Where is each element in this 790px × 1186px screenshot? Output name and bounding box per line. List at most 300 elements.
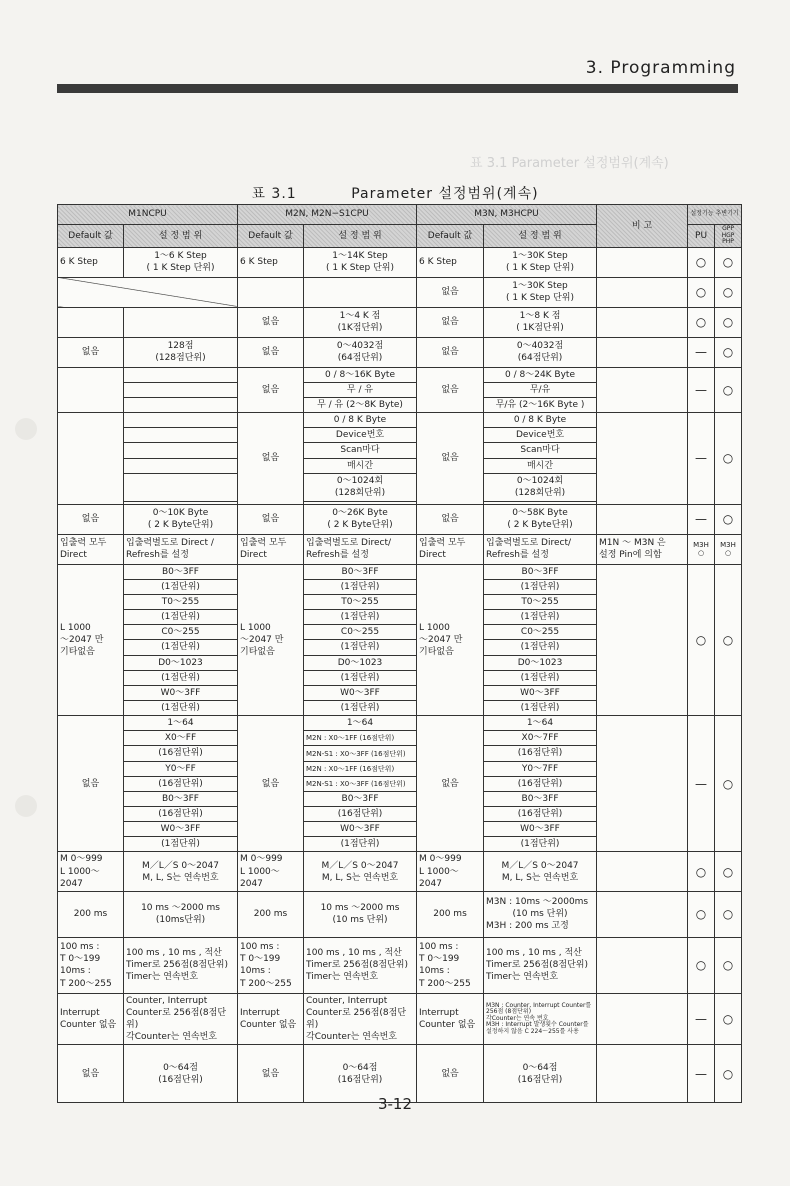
cell-range [484,307,597,337]
cell-range: 매시간 [484,458,597,473]
head-range: 설 정 범 위 [124,225,238,248]
head-pu: PU [688,225,715,248]
cell-text: Counter로 256점(8점단위) [126,1008,227,1031]
cell-range [484,504,597,534]
cell-range: Device번호 [484,428,597,443]
cell-range: W0～3FF [304,822,417,837]
cell-range [304,504,417,534]
cell-text: 각Counter는 연속 번호 [486,1014,549,1022]
cell-text: Interrupt [419,1008,459,1018]
cell-text: 각Counter는 연속번호 [306,1032,397,1043]
cell-default: 6 K Step [238,247,304,277]
cell-text: L 1000 [60,622,91,633]
cell-range [304,993,417,1045]
cell-text: (64점단위) [337,353,383,364]
cell-range: B0～3FF [304,564,417,579]
cell-range: W0～3FF [304,685,417,700]
cell-range: (1점단위) [124,579,238,594]
cell-text: (64점단위) [517,353,563,364]
head-support: 설정기능 추변기기 [688,205,742,225]
cell-range [124,337,238,367]
cell-default [58,852,124,891]
cell-range: (16점단위) [304,807,417,822]
cell-text: 128점 [167,341,194,352]
cell-text: 1～4 K 점 [339,311,381,322]
cell-text: (128점단위) [155,353,206,364]
cell-default [417,993,484,1045]
cell-range [484,852,597,891]
cell-range: C0～255 [484,625,597,640]
cell-range: 1～64 [124,716,238,731]
cell-text: T 0～199 [240,954,281,965]
cell-default: 없음 [417,367,484,412]
cell-gpp: ○ [715,716,742,852]
cell-range: 무 / 유 [304,382,417,397]
cell-pu: ○ [688,564,715,715]
cell-text: L 1000～2047 [60,866,100,889]
cell-not-applicable [58,277,238,307]
cell-default [417,534,484,564]
cell-range: 무/유 (2～16K Byte ) [484,398,597,413]
cell-remark [597,277,688,307]
cell-text: 0～1024회 [336,476,384,487]
cell-text: 10ms : [60,966,91,977]
cell-range [124,413,238,428]
cell-range: 무/유 [484,382,597,397]
cell-text: (10ms단위) [155,915,206,926]
cell-default: 없음 [417,413,484,505]
cell-range [484,473,597,501]
cell-text: ( 1 K Step 단위) [506,293,575,304]
cell-range: (1점단위) [484,837,597,852]
cell-default: 없음 [238,716,304,852]
cell-range [484,534,597,564]
table-row [58,852,742,891]
cell-pu: — [688,993,715,1045]
cell-range [304,534,417,564]
cell-text: 1～6 K Step [154,251,207,262]
cell-text: Timer는 연속번호 [306,972,379,983]
cell-range: (1점단위) [124,837,238,852]
cell-text: 1～30K Step [512,281,568,292]
cell-range: B0～3FF [124,564,238,579]
parameter-table [57,204,742,1103]
cell-range: (1점단위) [304,610,417,625]
cell-text: Timer는 연속번호 [486,972,559,983]
cell-default: 6 K Step [417,247,484,277]
cell-text: Refresh를 설정 [486,550,549,561]
cell-text: 0～64점 [342,1062,378,1073]
cell-pu: ○ [688,277,715,307]
cell-gpp: ○ [715,993,742,1045]
cell-text: 1～8 K 점 [519,311,561,322]
cell-default [238,277,304,307]
cell-range: C0～255 [124,625,238,640]
cell-range: D0～1023 [304,655,417,670]
table-row [58,891,742,937]
cell-text: 0～1024회 [516,476,564,487]
cell-text: T 0～199 [419,954,460,965]
cell-text: M3H : 200 ms 고정 [486,921,569,932]
cell-default [238,564,304,715]
cell-default: 없음 [417,1045,484,1103]
cell-gpp: ○ [715,852,742,891]
cell-range [124,428,238,443]
cell-text: 입출력 모두 [419,538,466,549]
cell-default [238,993,304,1045]
cell-range [124,443,238,458]
cell-range: M2N : X0～1FF (16점단위) [304,731,417,746]
cell-text: 기타없음 [240,647,275,658]
page-number: 3-12 [377,1095,413,1113]
cell-text: 1～14K Step [332,251,388,262]
cell-text: (16점단위) [337,1074,383,1085]
cell-remark [597,337,688,367]
cell-text: ～2047 만 [60,634,104,645]
cell-text: M, L, S는 연속번호 [321,872,399,883]
cell-range: (16점단위) [124,807,238,822]
cell-range: T0～255 [484,595,597,610]
cell-text: Counter, Interrupt [306,995,388,1006]
cell-text: (128회단위) [334,488,386,499]
head-range: 설 정 범 위 [484,225,597,248]
cell-text: 입출력별도로 Direct / [126,538,214,549]
table-row [58,716,742,731]
cell-text: ( 2 K Byte단위) [147,520,214,531]
cell-text: 100 ms : [60,942,100,953]
cell-pu: ○ [688,307,715,337]
cell-text: 기타없음 [60,647,95,658]
cell-gpp: ○ [715,277,742,307]
cell-default [58,564,124,715]
cell-range: (16점단위) [124,776,238,791]
cell-text: 100 ms , 10 ms , 적산 [126,948,222,959]
cell-default: 없음 [238,307,304,337]
head-range: 설 정 범 위 [304,225,417,248]
cell-range: (16점단위) [484,746,597,761]
cell-text: Counter, Interrupt [126,995,208,1006]
cell-text: 0～64점 [163,1062,198,1073]
cell-text: M1N ～ M3N 은 [599,538,666,549]
cell-remark [597,504,688,534]
table-row [58,413,742,428]
cell-range: M2N : X0～1FF (16점단위) [304,761,417,776]
head-gpp: GPP HGP PHP [715,225,742,248]
cell-range: (1점단위) [304,670,417,685]
cell-range [124,398,238,413]
cell-text: 0～10K Byte [152,508,209,519]
cell-range: (1점단위) [304,837,417,852]
cell-default: 없음 [417,504,484,534]
table-row [58,937,742,993]
cell-range [304,937,417,993]
cell-remark [597,534,688,564]
cell-default: 없음 [238,367,304,412]
cell-text: M3H : Interrupt 발생횟수 Counter를 설정하지 않음 C 224～255를 사용 [486,1021,589,1036]
cell-text: 입출력별도로 Direct/ [486,538,572,549]
cell-range: (1점단위) [484,670,597,685]
cell-range: (1점단위) [124,640,238,655]
cell-text: T 0～199 [60,954,101,965]
cell-gpp: ○ [715,1045,742,1103]
cell-text: M3N : 10ms ～2000ms [486,897,589,908]
head-default: Default 값 [58,225,124,248]
cell-text: M, L, S는 연속번호 [501,872,579,883]
cell-range: M2N-S1 : X0～3FF (16점단위) [304,776,417,791]
cell-default: 200 ms [238,891,304,937]
cell-range [484,891,597,937]
cell-default: 6 K Step [58,247,124,277]
cell-range: 1～64 [484,716,597,731]
cell-range: M2N-S1 : X0～3FF (16점단위) [304,746,417,761]
cell-range [124,382,238,397]
cell-default [417,564,484,715]
cell-default [238,937,304,993]
cell-range [304,247,417,277]
cell-default [58,367,124,412]
cell-text: 설정 Pin에 의함 [599,550,662,561]
cell-text: (10 ms 단위) [332,915,388,926]
cell-text: 10 ms ～2000 ms [141,903,220,914]
cell-range [124,504,238,534]
cell-range [124,891,238,937]
cell-range: (16점단위) [124,746,238,761]
cell-remark [597,891,688,937]
cell-default [238,852,304,891]
cell-text: ( 1 K Step 단위) [506,263,575,274]
table-row [58,504,742,534]
cell-text: M 0～999 [419,854,462,865]
head-m2ncpu: M2N, M2N−S1CPU [238,205,417,225]
cell-text: 0～4032점 [516,341,564,352]
cell-default: 없음 [238,504,304,534]
cell-text: Timer로 256점(8점단위) [306,960,408,971]
cell-text: T 200～255 [419,978,471,989]
cell-range [124,307,238,337]
cell-gpp: ○ [715,307,742,337]
table-row [58,307,742,337]
cell-text: L 1000 [419,622,450,633]
cell-text: Interrupt [240,1008,280,1018]
cell-range: (1점단위) [124,701,238,716]
cell-range [124,534,238,564]
cell-gpp: ○ [715,247,742,277]
cell-range: (1점단위) [484,610,597,625]
cell-range: B0～3FF [304,791,417,806]
cell-range [124,993,238,1045]
cell-range: Y0～7FF [484,761,597,776]
cell-range: 0 / 8～24K Byte [484,367,597,382]
cell-default: 없음 [417,277,484,307]
cell-range: (1점단위) [124,610,238,625]
cell-text: Direct [419,550,446,561]
cell-pu: ○ [688,937,715,993]
cell-text: (128회단위) [514,488,566,499]
cell-range: 매시간 [304,458,417,473]
cell-range: W0～3FF [484,685,597,700]
cell-text: ( 2 K Byte단위) [507,520,573,531]
table-row [58,337,742,367]
cell-range: Scan마다 [304,443,417,458]
cell-text: ～2047 만 [419,634,463,645]
header-rule [57,84,738,93]
cell-pu: ○ [688,247,715,277]
cell-range: (1점단위) [304,701,417,716]
cell-text: 0～4032점 [336,341,384,352]
cell-remark [597,247,688,277]
cell-gpp: ○ [715,937,742,993]
cell-text: Counter 없음 [240,1020,297,1031]
cell-default: 없음 [238,1045,304,1103]
cell-text: 0～26K Byte [332,508,388,519]
head-m1ncpu: M1NCPU [58,205,238,225]
bleed-through-text: 표 3.1 Parameter 설정범위(계속) [470,156,669,171]
cell-range: (1점단위) [484,640,597,655]
cell-text: ( 1K점단위) [516,323,564,334]
table-row [58,277,742,307]
cell-range: X0～7FF [484,731,597,746]
cell-default [58,307,124,337]
cell-text: 각Counter는 연속번호 [126,1032,217,1043]
cell-text: 10ms : [240,966,271,977]
cell-default [417,937,484,993]
table-row [58,247,742,277]
cell-default: 200 ms [58,891,124,937]
cell-range [484,937,597,993]
cell-range: B0～3FF [124,791,238,806]
cell-range: Device번호 [304,428,417,443]
cell-range [124,937,238,993]
cell-default: 없음 [417,307,484,337]
cell-default [58,993,124,1045]
cell-range: 무 / 유 (2～8K Byte) [304,398,417,413]
cell-text: Timer로 256점(8점단위) [126,960,228,971]
cell-range [304,473,417,501]
cell-range: X0～FF [124,731,238,746]
table-caption [0,183,790,203]
cell-default [58,937,124,993]
head-default: Default 값 [417,225,484,248]
cell-default [58,534,124,564]
cell-default [417,852,484,891]
cell-text: 10ms : [419,966,450,977]
cell-default: 200 ms [417,891,484,937]
cell-text: 100 ms : [240,942,280,953]
cell-default [58,413,124,505]
cell-range: W0～3FF [484,822,597,837]
cell-text: Refresh를 설정 [306,550,369,561]
cell-range: W0～3FF [124,685,238,700]
cell-text: 입출력 모두 [240,538,287,549]
cell-remark [597,564,688,715]
cell-text: (16점단위) [517,1074,563,1085]
cell-range [124,367,238,382]
cell-range: T0～255 [304,595,417,610]
cell-default: 없음 [238,337,304,367]
cell-gpp: ○ [715,413,742,505]
cell-text: M／L／S 0～2047 [501,860,579,871]
cell-pu: — [688,716,715,852]
table-row [58,367,742,382]
cell-range [484,993,597,1045]
cell-gpp: ○ [715,564,742,715]
cell-range: D0～1023 [484,655,597,670]
cell-range [304,891,417,937]
cell-range [124,852,238,891]
cell-range: 0 / 8 K Byte [304,413,417,428]
cell-text: L 1000 [240,622,271,633]
cell-range: (1점단위) [304,579,417,594]
cell-text: 100 ms , 10 ms , 적산 [306,948,402,959]
cell-default: 없음 [58,337,124,367]
cell-default: 없음 [417,337,484,367]
cell-text: M 0～999 [60,854,103,865]
cell-range [484,277,597,307]
cell-pu: ○ [688,852,715,891]
cell-text: ( 1 K Step 단위) [326,263,394,274]
cell-range: D0～1023 [124,655,238,670]
cell-pu: — [688,367,715,412]
cell-default: 없음 [58,1045,124,1103]
cell-remark [597,367,688,412]
cell-text: 10 ms ～2000 ms [320,903,400,914]
cell-range: 1～64 [304,716,417,731]
cell-text: T 200～255 [60,978,112,989]
punch-hole-top [15,418,37,440]
cell-text: 기타없음 [419,647,454,658]
cell-text: 0～64점 [522,1062,558,1073]
cell-text: ( 1 K Step 단위) [146,263,215,274]
cell-gpp: ○ [715,504,742,534]
cell-text: Counter 없음 [419,1020,476,1031]
cell-text: (16점단위) [158,1074,203,1085]
cell-text: T 200～255 [240,978,292,989]
cell-text: L 1000～2047 [240,866,280,889]
cell-text: M3N : Counter, Interrupt Counter를 256점 (8점단위) [486,1001,592,1016]
cell-gpp: M3H ○ [715,534,742,564]
cell-text: M／L／S 0～2047 [142,860,219,871]
cell-text: M 0～999 [240,854,283,865]
table-row [58,564,742,579]
head-m3ncpu: M3N, M3HCPU [417,205,597,225]
section-header: 3. Programming [585,58,736,78]
cell-text: Direct [60,550,87,561]
header-row-1 [58,205,742,225]
cell-text: Counter 없음 [60,1020,117,1031]
cell-range: 0 / 8 K Byte [484,413,597,428]
head-default: Default 값 [238,225,304,248]
cell-range: T0～255 [124,595,238,610]
cell-remark [597,993,688,1045]
cell-text: Timer는 연속번호 [126,972,199,983]
cell-text: Interrupt [60,1008,100,1018]
cell-text: 입출력 모두 [60,538,107,549]
cell-text: (1K점단위) [337,323,383,334]
table-title: Parameter 설정범위(계속) [351,186,539,202]
cell-range [304,337,417,367]
cell-pu: — [688,413,715,505]
cell-default: 없음 [238,413,304,505]
cell-range: B0～3FF [484,791,597,806]
cell-range: (1점단위) [484,579,597,594]
cell-gpp: ○ [715,367,742,412]
cell-range: (1점단위) [484,701,597,716]
cell-range [124,473,238,501]
cell-text: 1～30K Step [512,251,568,262]
cell-text: Refresh를 설정 [126,550,189,561]
cell-default: 없음 [58,716,124,852]
cell-text: (10 ms 단위) [512,909,568,920]
